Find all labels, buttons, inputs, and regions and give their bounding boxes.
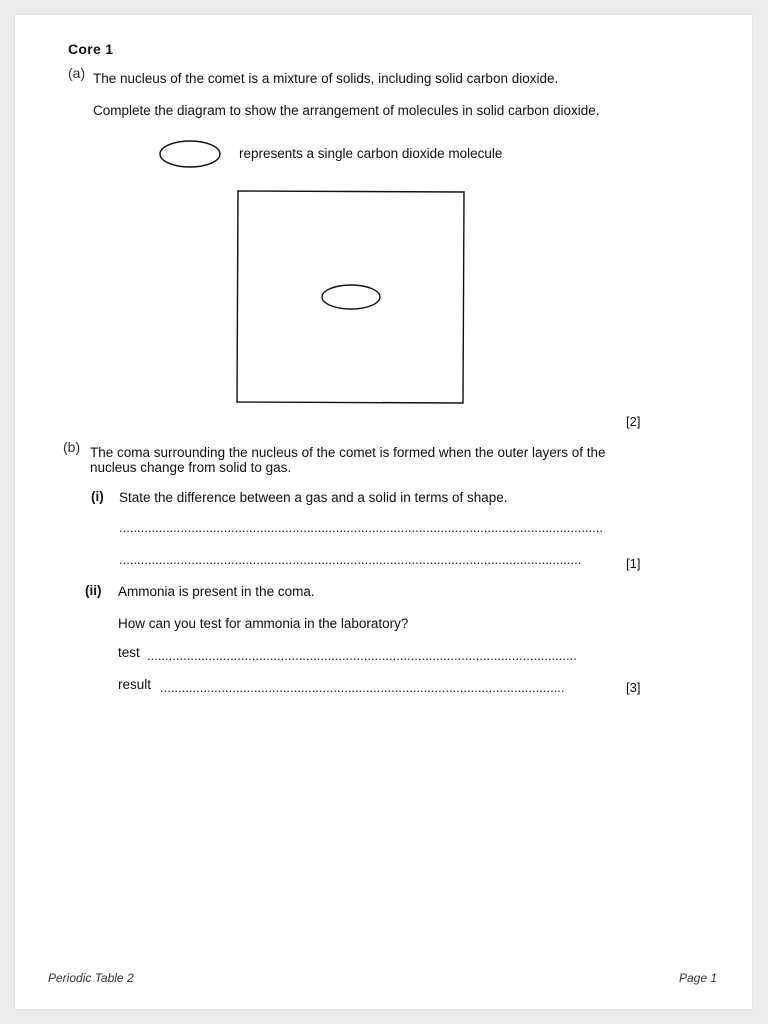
- part-a-instruction: Complete the diagram to show the arrangement of molecules in solid carbon dioxide.: [93, 103, 600, 118]
- worksheet-page: [14, 14, 753, 1010]
- part-b-text-line2: nucleus change from solid to gas.: [90, 460, 292, 475]
- sub-ii-label: (ii): [85, 583, 102, 598]
- part-a-text: The nucleus of the comet is a mixture of solids, including solid carbon dioxide.: [93, 71, 559, 86]
- result-label: result: [118, 677, 152, 692]
- result-answer-line[interactable]: ................................................................................................................: [160, 680, 565, 695]
- sub-ii-text: Ammonia is present in the coma.: [118, 584, 315, 599]
- sub-i-text: State the difference between a gas and a solid in terms of shape.: [119, 490, 508, 505]
- sub-ii-marks: [3]: [626, 680, 641, 695]
- molecule-key-symbol: [159, 140, 223, 170]
- sub-ii-question: How can you test for ammonia in the laboratory?: [118, 616, 409, 631]
- part-b-label: (b): [63, 439, 81, 455]
- answer-line-1[interactable]: ......................................................................................................................................: [119, 520, 603, 535]
- molecule-key-text: represents a single carbon dioxide molecule: [239, 146, 503, 161]
- sub-i-marks: [1]: [626, 556, 641, 571]
- part-b-text-line1: The coma surrounding the nucleus of the comet is formed when the outer layers of the: [90, 445, 606, 460]
- footer-left: Periodic Table 2: [48, 971, 134, 985]
- diagram-box: [236, 189, 466, 405]
- section-title: Core 1: [68, 41, 114, 57]
- test-answer-line[interactable]: .......................................................................................................................: [147, 648, 577, 663]
- footer-page-number: Page 1: [679, 971, 718, 985]
- part-a-label: (a): [68, 65, 86, 81]
- part-a-marks: [2]: [626, 414, 641, 429]
- molecule-in-box: [322, 285, 380, 309]
- answer-line-2[interactable]: ................................................................................................................................: [119, 552, 582, 567]
- test-label: test: [118, 645, 140, 660]
- sub-i-label: (i): [91, 489, 104, 504]
